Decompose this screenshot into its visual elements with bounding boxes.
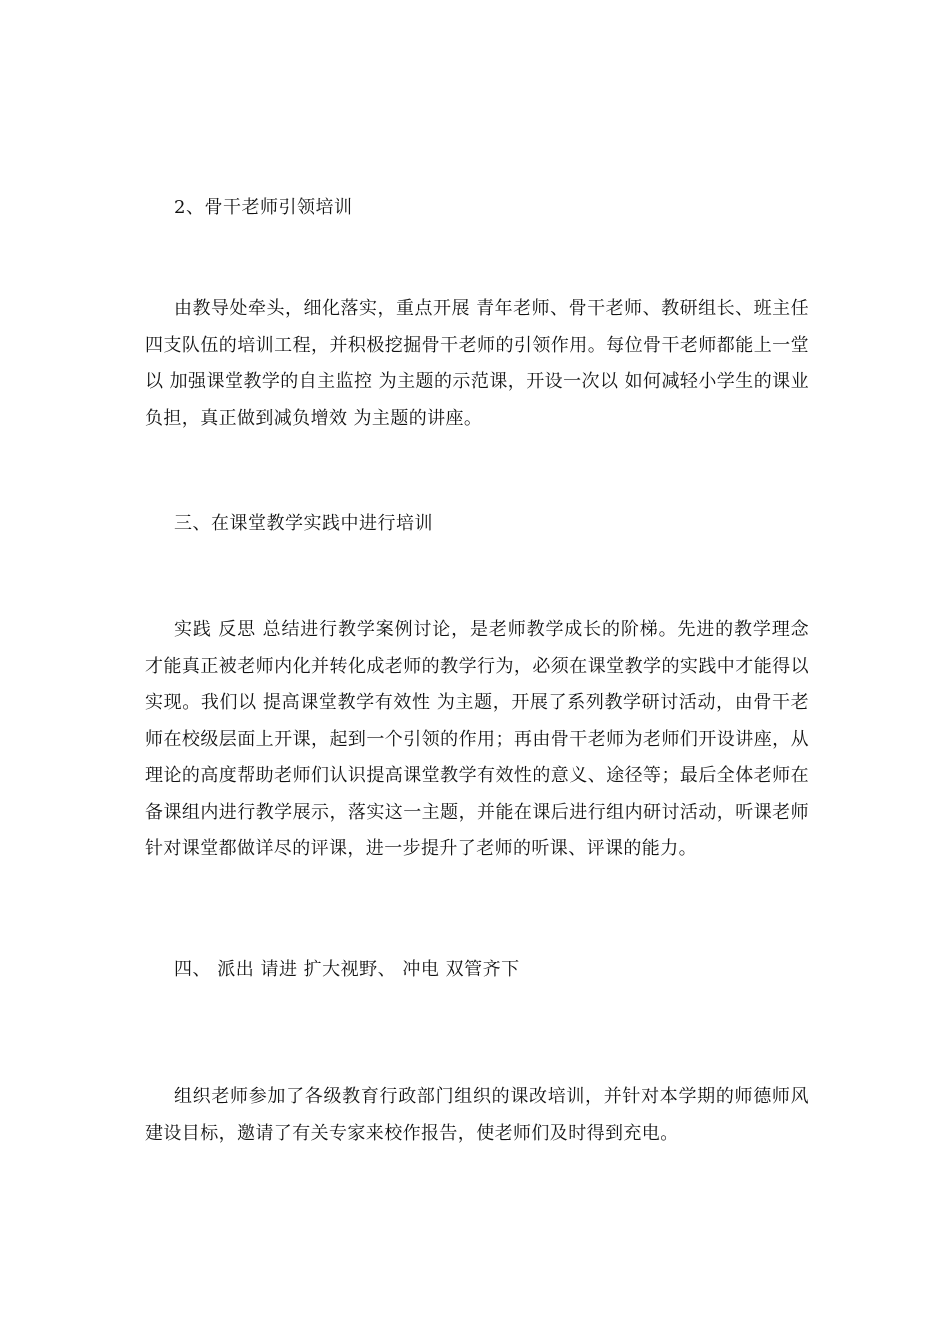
section-paragraph: 实践 反思 总结进行教学案例讨论，是老师教学成长的阶梯。先进的教学理念才能真正被老师内化并转化成老师的教学行为，必须在课堂教学的实践中才能得以实现。我们以 提高课堂教学有效性 为主题，开展了系列教学研讨活动，由骨干老师在校级层面上开课，起到一个引领的作用；再由骨干老师为老师们开设讲座，从理论的高度帮助老师们认识提高课堂教学有效性的意义、途径等；最后全体老师在备课组内进行教学展示，落实这一主题，并能在课后进行组内研讨活动，听课老师针对课堂都做详尽的评课，进一步提升了老师的听课、评课的能力。	[145, 619, 809, 859]
section-heading: 2、骨干老师引领培训	[174, 197, 353, 218]
section-heading: 三、在课堂教学实践中进行培训	[174, 513, 433, 534]
section-paragraph: 组织老师参加了各级教育行政部门组织的课改培训，并针对本学期的师德师风建设目标，邀请了有关专家来校作报告，使老师们及时得到充电。	[145, 1086, 809, 1144]
section-paragraph: 由教导处牵头，细化落实，重点开展 青年老师、骨干老师、教研组长、班主任 四支队伍的培训工程，并积极挖掘骨干老师的引领作用。每位骨干老师都能上一堂以 加强课堂教学的自主监控 为主题的示范课，开设一次以 如何减轻小学生的课业负担，真正做到减负增效 为主题的讲座。	[145, 298, 816, 429]
section-heading: 四、 派出 请进 扩大视野、 冲电 双管齐下	[174, 959, 520, 980]
